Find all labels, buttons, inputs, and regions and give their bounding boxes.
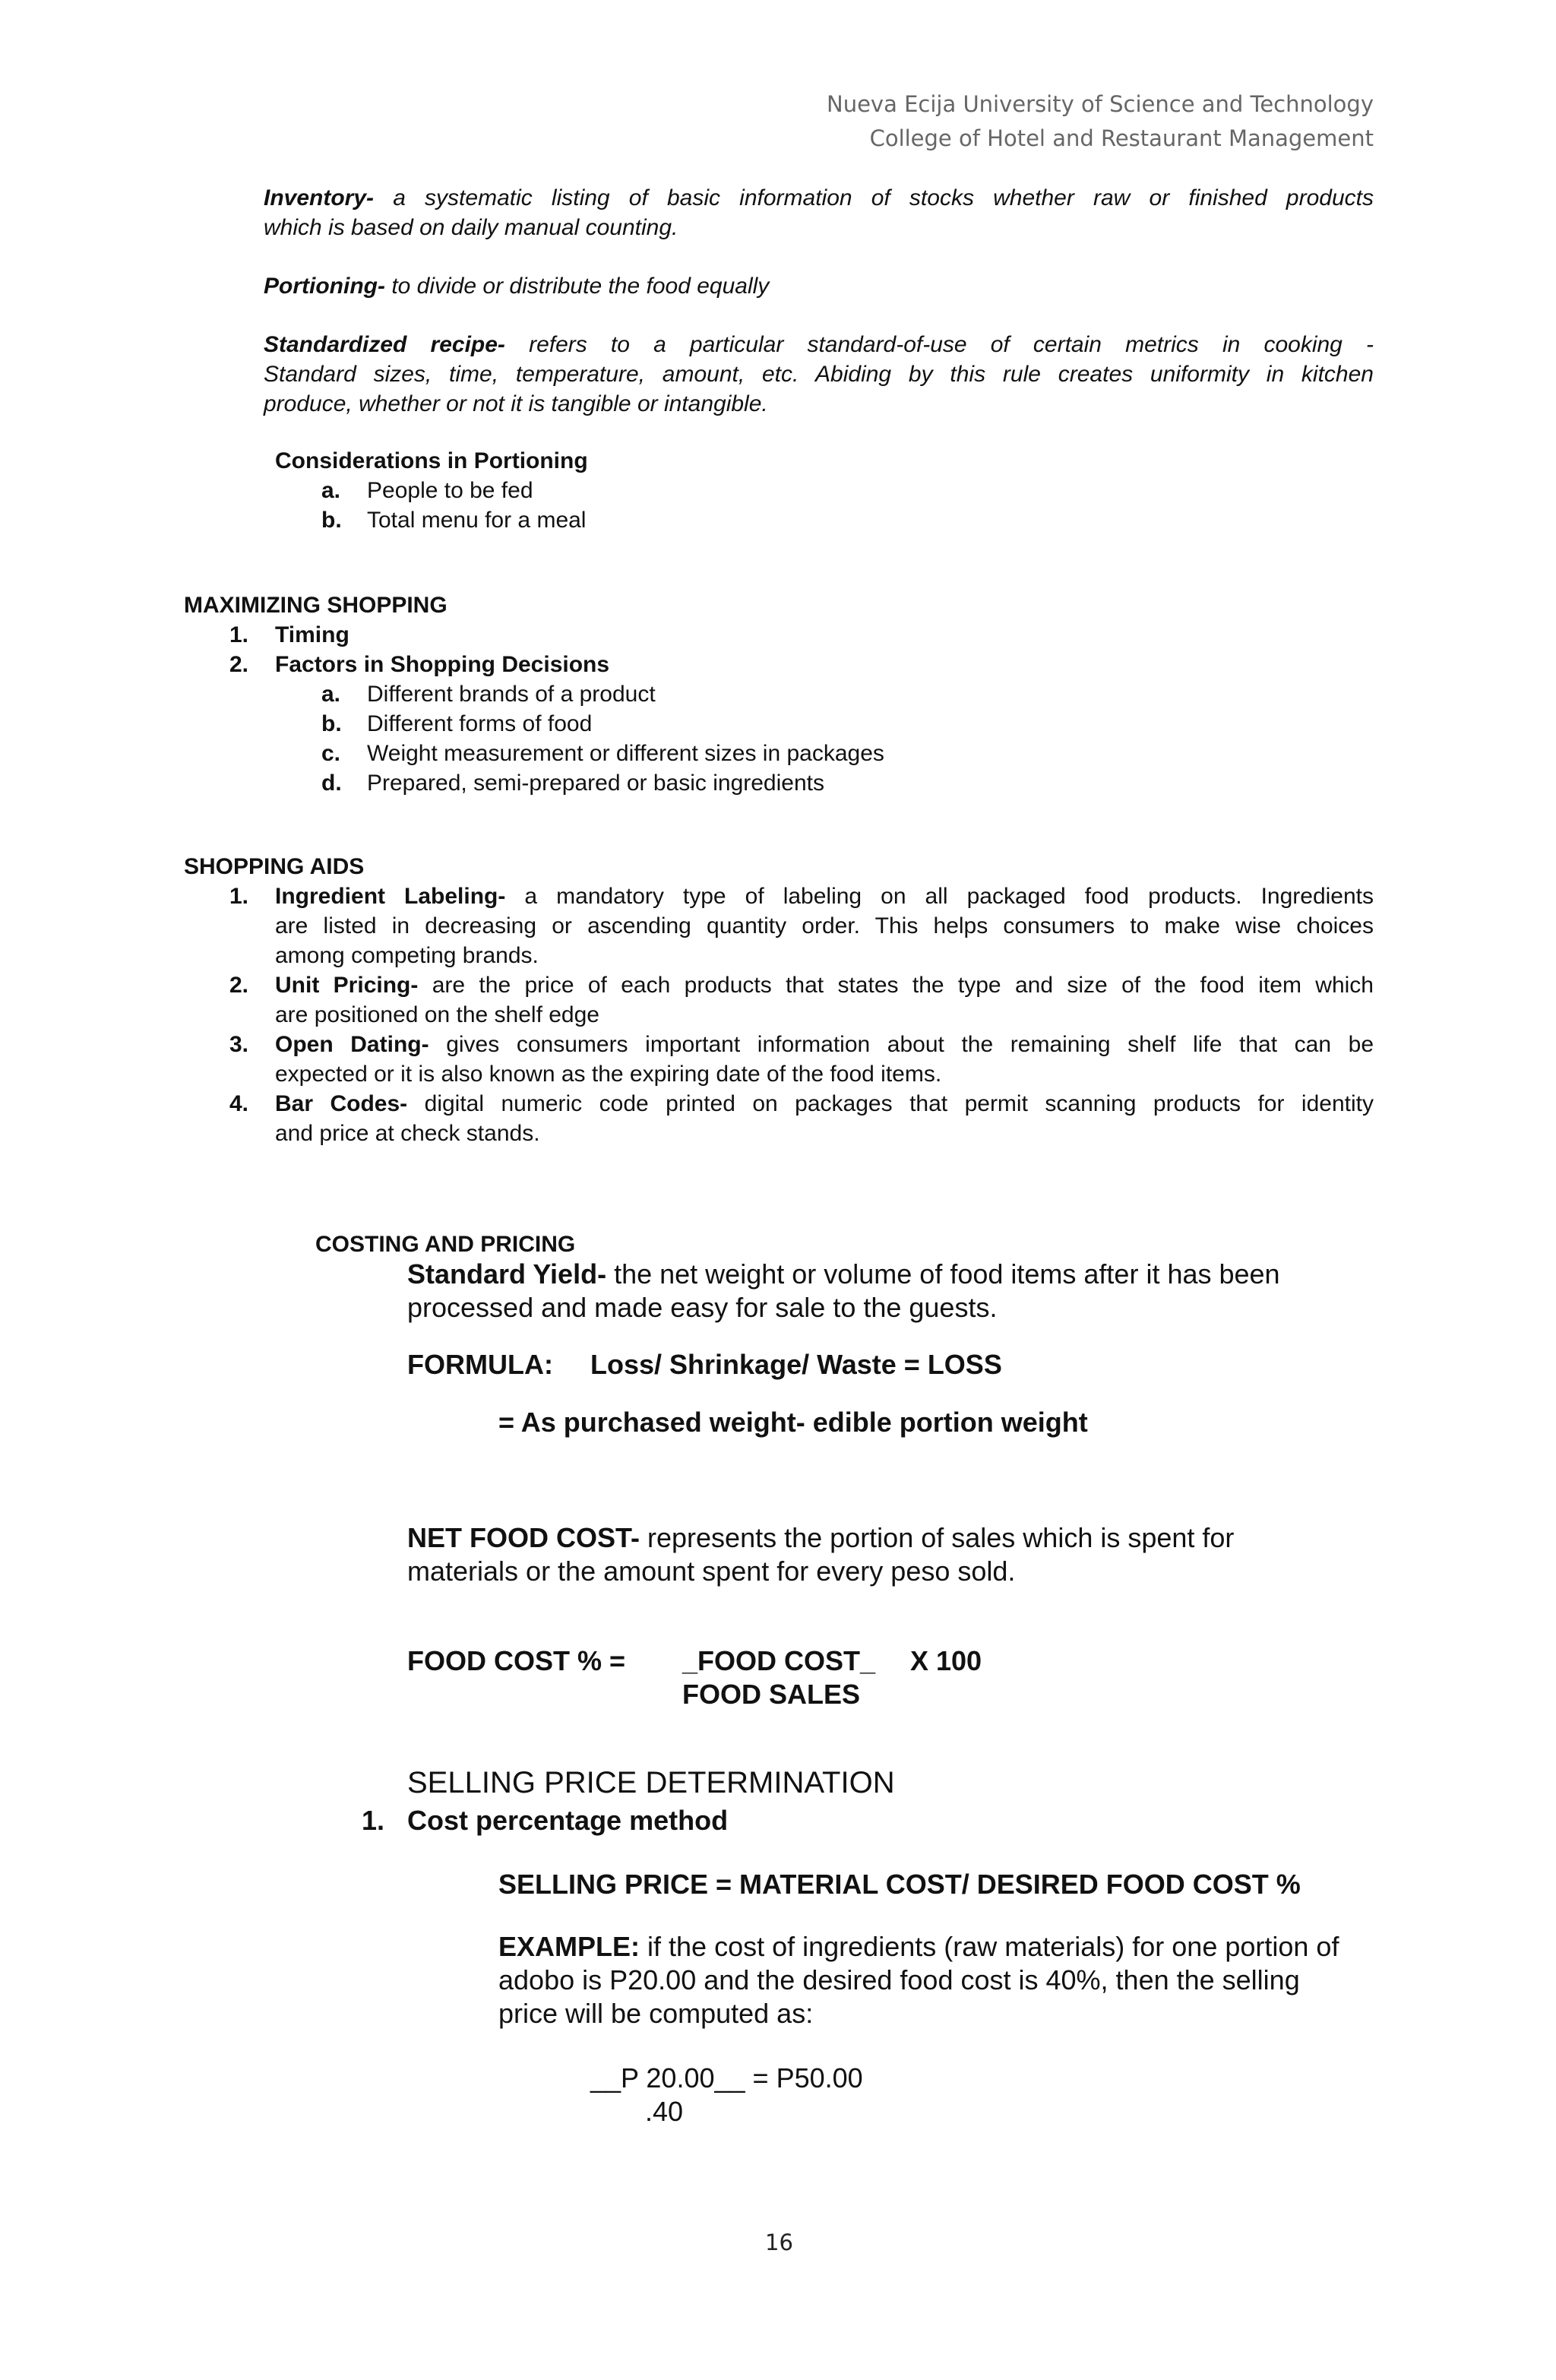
aid-term: Bar Codes-: [275, 1091, 408, 1116]
list-marker: 4.: [229, 1091, 249, 1116]
list-text: Total menu for a meal: [367, 508, 587, 533]
list-text: Timing: [275, 622, 349, 647]
example-line2: adobo is P20.00 and the desired food cost is 40%, then the selling: [498, 1964, 1300, 1995]
list-text: Prepared, semi-prepared or basic ingredients: [367, 771, 824, 796]
formula-text: Loss/ Shrinkage/ Waste = LOSS: [590, 1349, 1002, 1380]
formula-line2: = As purchased weight- edible portion weight: [498, 1407, 1088, 1438]
definition-portioning: [264, 271, 769, 301]
considerations-title: Considerations in Portioning: [275, 448, 588, 473]
list-marker: b.: [321, 508, 342, 533]
example-line1: [498, 1930, 1339, 1964]
aid-text: a mandatory type of labeling on all packaged food products. Ingredients: [524, 884, 1374, 909]
list-item: [321, 476, 533, 505]
yield-text: the net weight or volume of food items after it has been: [614, 1258, 1280, 1290]
list-item: [229, 620, 349, 650]
maximizing-title: MAXIMIZING SHOPPING: [184, 593, 448, 618]
aid-line: expected or it is also known as the expiring date of the food items.: [275, 1062, 942, 1087]
net-text: represents the portion of sales which is spent for: [647, 1522, 1235, 1553]
aid-text: are the price of each products that states the type and size of the food item which: [432, 973, 1374, 998]
food-cost-label: FOOD COST % =: [407, 1645, 626, 1676]
formula-label: FORMULA:: [407, 1349, 553, 1380]
inventory-term: Inventory-: [264, 185, 375, 210]
aid-term: Open Dating-: [275, 1032, 429, 1057]
standardized-line3: produce, whether or not it is tangible or intangible.: [264, 391, 768, 416]
inventory-line1: a systematic listing of basic information of stocks whether raw or finished products: [393, 185, 1374, 210]
list-text: Factors in Shopping Decisions: [275, 652, 610, 677]
list-marker: c.: [321, 741, 341, 766]
yield-term: Standard Yield-: [407, 1258, 607, 1290]
list-text: Different brands of a product: [367, 682, 656, 707]
list-item: [229, 650, 609, 679]
method-title: Cost percentage method: [407, 1805, 729, 1836]
aid-term: Unit Pricing-: [275, 973, 419, 998]
aid-line: [275, 1030, 1374, 1059]
standard-yield-line2: processed and made easy for sale to the guests.: [407, 1292, 998, 1323]
aid-line: [275, 1089, 1374, 1119]
costing-title: COSTING AND PRICING: [315, 1232, 576, 1257]
list-marker: b.: [321, 711, 342, 736]
list-item: [321, 768, 824, 798]
aid-text: digital numeric code printed on packages that permit scanning products for identity: [424, 1091, 1374, 1116]
aid-line: [275, 970, 1374, 1000]
standardized-line1: refers to a particular standard-of-use of certain metrics in cooking -: [529, 332, 1374, 357]
header-college: College of Hotel and Restaurant Management: [869, 125, 1374, 151]
list-text: Different forms of food: [367, 711, 593, 736]
header-university: Nueva Ecija University of Science and Technology: [827, 91, 1374, 117]
list-marker: a.: [321, 478, 341, 503]
list-marker: 1.: [229, 884, 249, 909]
net-term: NET FOOD COST-: [407, 1522, 640, 1553]
inventory-line2: which is based on daily manual counting.: [264, 215, 678, 240]
portioning-text: to divide or distribute the food equally: [391, 274, 770, 299]
list-item: [321, 679, 656, 709]
food-cost-multiplier: X 100: [910, 1645, 982, 1676]
list-marker: d.: [321, 771, 342, 796]
method-marker: 1.: [362, 1805, 385, 1836]
list-text: People to be fed: [367, 478, 533, 503]
aid-line: and price at check stands.: [275, 1121, 540, 1146]
aid-line: among competing brands.: [275, 943, 539, 968]
selling-title: SELLING PRICE DETERMINATION: [407, 1766, 895, 1799]
standardized-term: Standardized recipe-: [264, 332, 505, 357]
list-item: [321, 739, 884, 768]
list-marker: 2.: [229, 973, 249, 998]
aid-line: are positioned on the shelf edge: [275, 1002, 599, 1027]
net-food-cost-line1: [407, 1521, 1234, 1555]
standard-yield-line1: [407, 1258, 1280, 1291]
aid-text: gives consumers important information about the remaining shelf life that can be: [446, 1032, 1374, 1057]
list-item: [321, 505, 586, 535]
list-marker: 2.: [229, 652, 249, 677]
portioning-term: Portioning-: [264, 274, 385, 299]
shopping-aids-title: SHOPPING AIDS: [184, 854, 365, 879]
page-number: 16: [765, 2230, 793, 2255]
food-cost-denominator: FOOD SALES: [682, 1679, 861, 1710]
list-marker: a.: [321, 682, 341, 707]
standardized-line2: Standard sizes, time, temperature, amount, etc. Abiding by this rule creates uniformity in kitchen: [264, 362, 1374, 387]
list-text: Weight measurement or different sizes in packages: [367, 741, 884, 766]
aid-term: Ingredient Labeling-: [275, 884, 506, 909]
example-line3: price will be computed as:: [498, 1998, 814, 2029]
food-cost-numerator: _FOOD COST_: [682, 1645, 876, 1676]
list-marker: 1.: [229, 622, 249, 647]
aid-line: are listed in decreasing or ascending quantity order. This helps consumers to make wise choices: [275, 913, 1374, 938]
example-term: EXAMPLE:: [498, 1931, 640, 1962]
calculation-line2: .40: [645, 2096, 684, 2127]
calculation-line1: __P 20.00__ = P50.00: [590, 2062, 863, 2094]
example-text: if the cost of ingredients (raw materials) for one portion of: [647, 1931, 1339, 1962]
net-food-cost-line2: materials or the amount spent for every peso sold.: [407, 1556, 1016, 1587]
list-item: [321, 709, 592, 739]
list-marker: 3.: [229, 1032, 249, 1057]
aid-line: [275, 881, 1374, 911]
selling-formula: SELLING PRICE = MATERIAL COST/ DESIRED FOOD COST %: [498, 1869, 1301, 1900]
